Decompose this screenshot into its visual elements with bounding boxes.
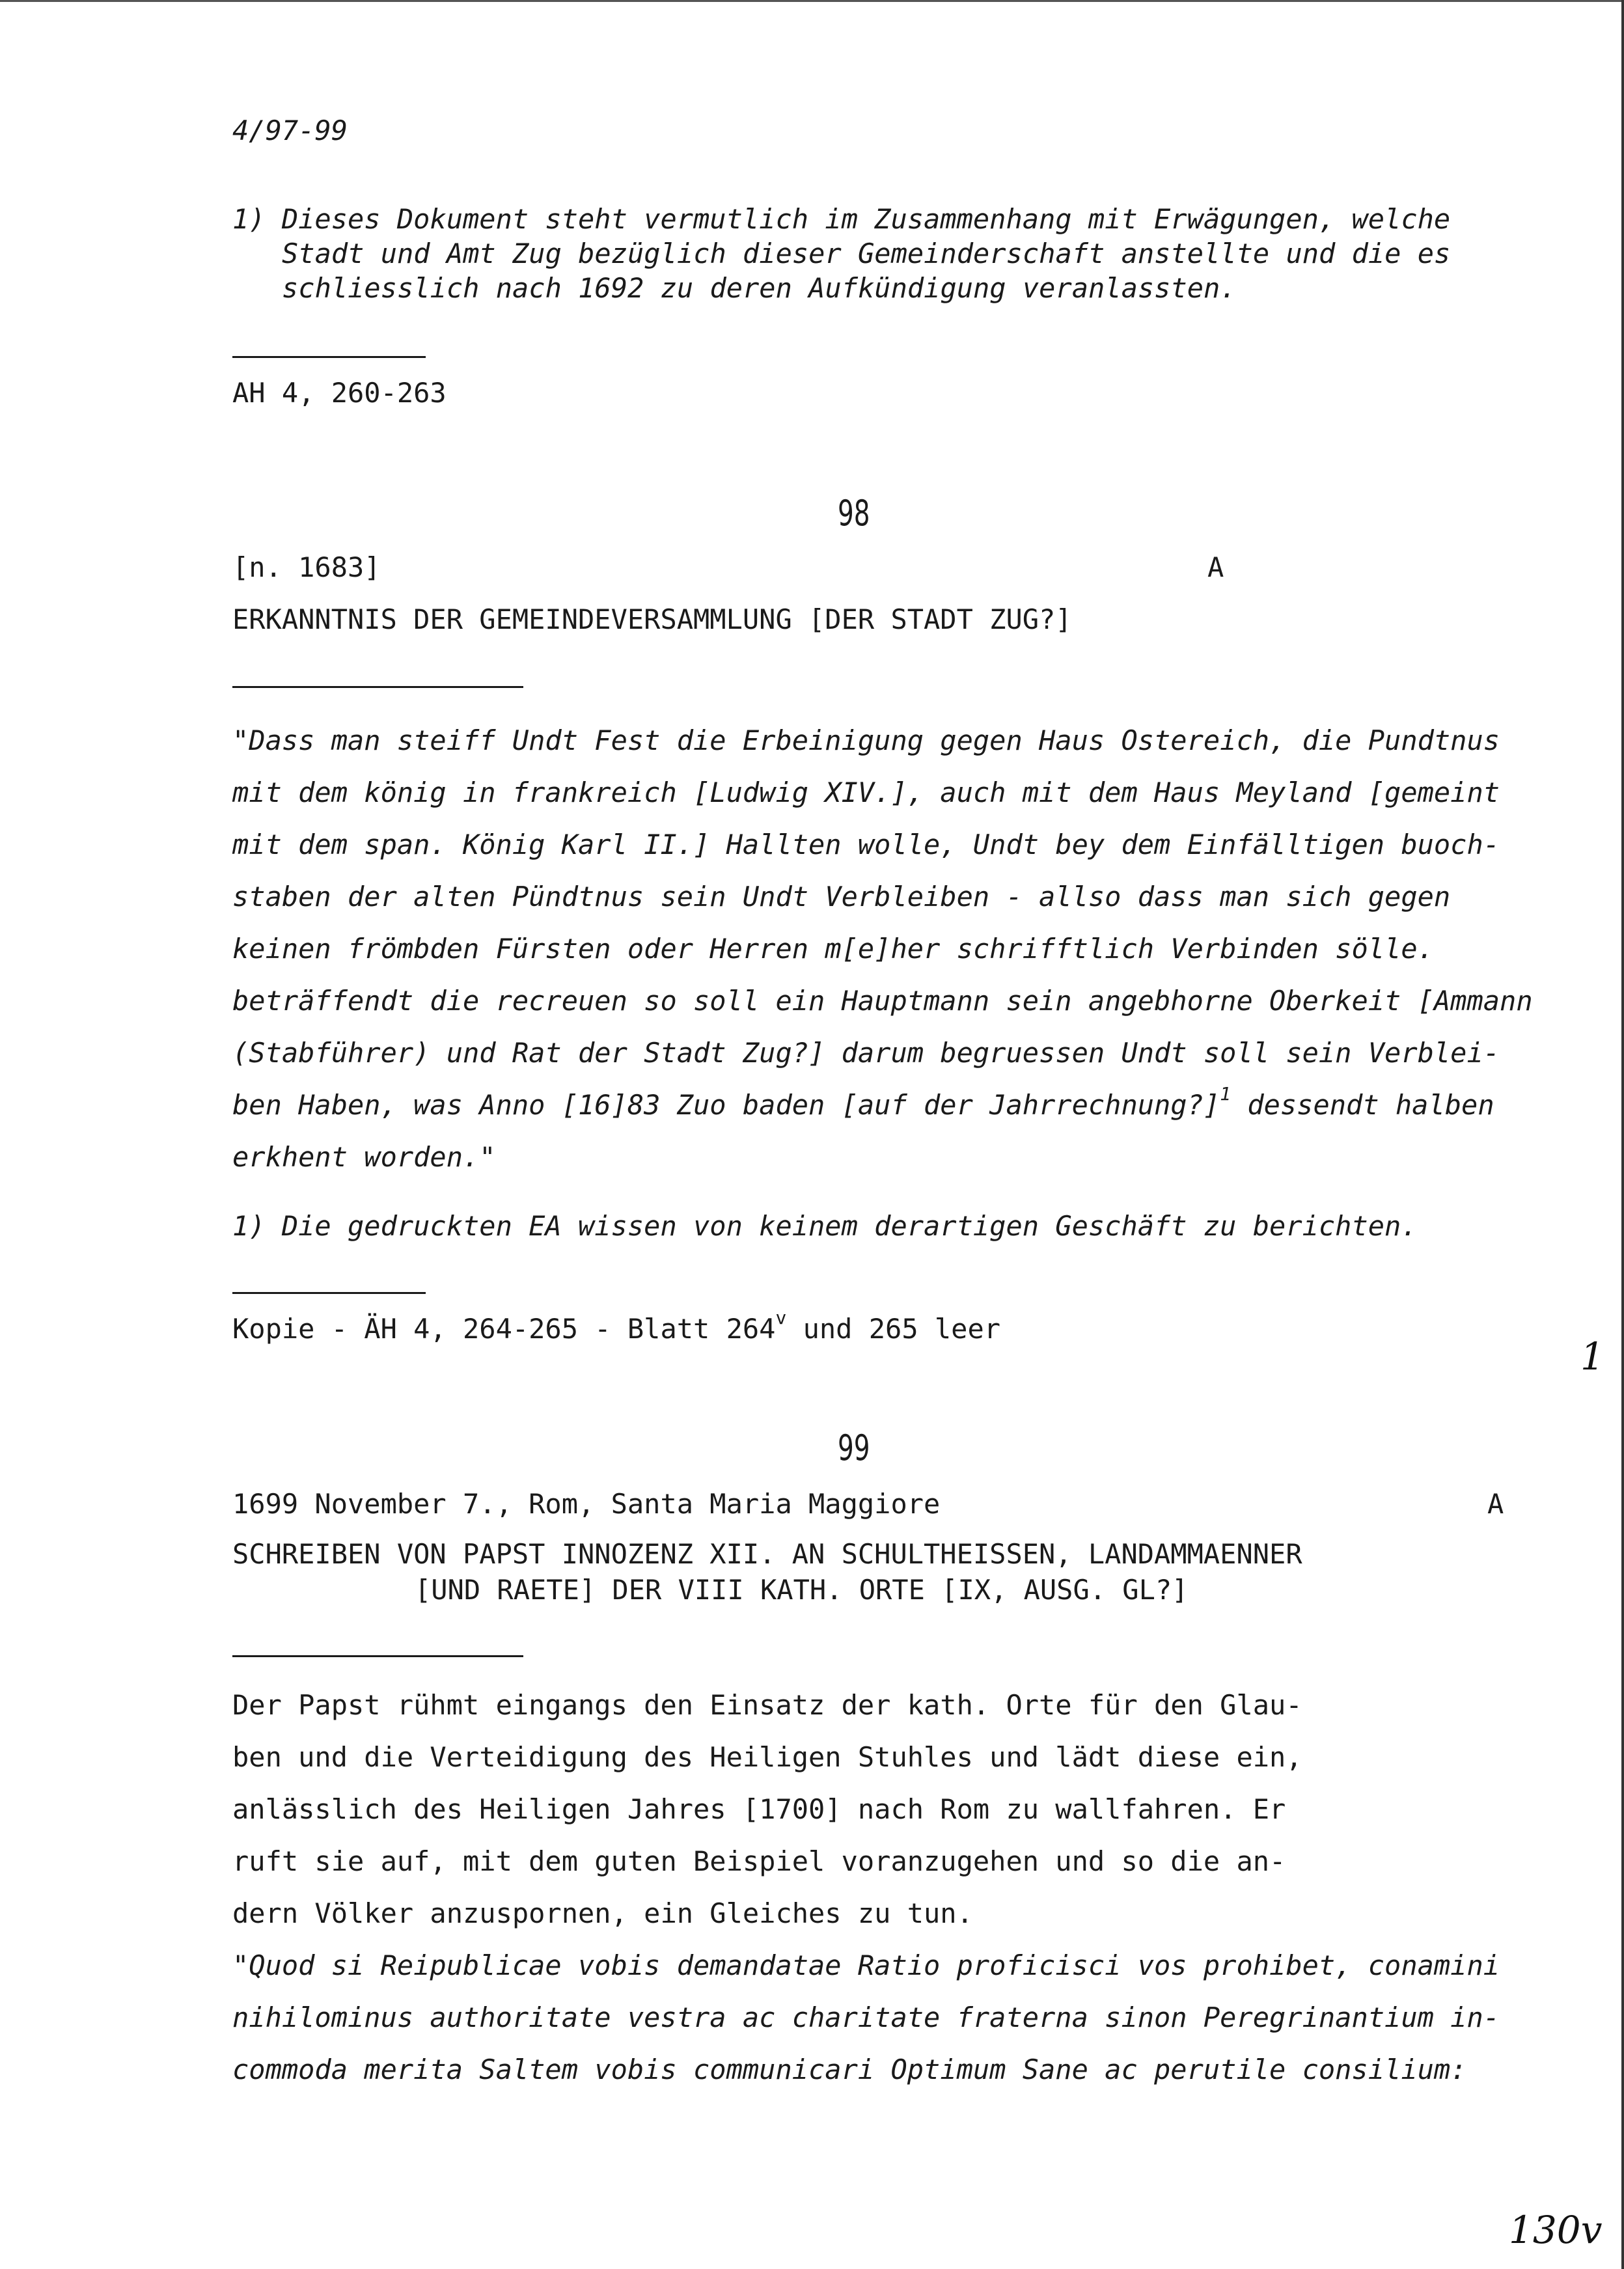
doc98-quote-line-1: "Dass man steiff Undt Fest die Erbeinigung gegen Haus Ostereich, die Pundtnus xyxy=(232,724,1500,756)
doc99-title-line-2: [UND RAETE] DER VIII KATH. ORTE [IX, AUSG. GL?] xyxy=(415,1574,1189,1606)
doc98-number: 98 xyxy=(838,493,870,534)
doc98-quote-line-4: staben der alten Pündtnus sein Undt Verbleiben - allso dass man sich gegen xyxy=(232,881,1451,913)
doc98-quote-line-8 xyxy=(232,1083,1494,1121)
doc99-summary-line-5: dern Völker anzuspornen, ein Gleiches zu tun. xyxy=(232,1897,973,1929)
prev-source: AH 4, 260-263 xyxy=(232,377,447,409)
doc98-title: ERKANNTNIS DER GEMEINDEVERSAMMLUNG [DER STADT ZUG?] xyxy=(232,603,1072,635)
doc99-latin-line-2: nihilominus authoritate vestra ac charitate fraterna sinon Peregrinantium in- xyxy=(232,2001,1500,2033)
doc99-latin-line-1: "Quod si Reipublicae vobis demandatae Ratio proficisci vos prohibet, conamini xyxy=(232,1949,1500,1981)
doc99-summary-line-2: ben und die Verteidigung des Heiligen Stuhles und lädt diese ein, xyxy=(232,1741,1302,1773)
doc98-source-suffix: und 265 leer xyxy=(786,1313,1001,1345)
doc98-source-divider xyxy=(232,1292,426,1294)
prev-footnote-line-2: Stadt und Amt Zug bezüglich dieser Gemeinderschaft anstellte und die es xyxy=(282,238,1451,269)
doc99-summary-line-3: anlässlich des Heiligen Jahres [1700] nach Rom zu wallfahren. Er xyxy=(232,1793,1286,1825)
doc98-date: [n. 1683] xyxy=(232,551,381,583)
doc99-date: 1699 November 7., Rom, Santa Maria Maggiore xyxy=(232,1488,941,1520)
doc99-summary-line-1: Der Papst rühmt eingangs den Einsatz der kath. Orte für den Glau- xyxy=(232,1689,1302,1721)
doc98-divider xyxy=(232,686,523,688)
doc99-number: 99 xyxy=(838,1427,870,1468)
doc98-quote-line-8-text: ben Haben, was Anno [16]83 Zuo baden [auf der Jahrrechnung?] xyxy=(232,1089,1220,1121)
doc98-footnote-marker: 1 xyxy=(1220,1083,1232,1105)
doc99-title-line-1: SCHREIBEN VON PAPST INNOZENZ XII. AN SCHULTHEISSEN, LANDAMMAENNER xyxy=(232,1538,1302,1570)
doc98-quote-line-9: erkhent worden." xyxy=(232,1141,496,1173)
prev-footnote-line-3: schliesslich nach 1692 zu deren Aufkündigung veranlassten. xyxy=(282,272,1237,304)
doc99-latin-line-3: commoda merita Saltem vobis communicari Optimum Sane ac perutile consilium: xyxy=(232,2054,1467,2085)
prev-source-divider xyxy=(232,356,426,358)
doc98-quote-line-7: (Stabführer) und Rat der Stadt Zug?] darum begruessen Undt soll sein Verblei- xyxy=(232,1037,1500,1069)
doc98-source-verso-mark: v xyxy=(775,1307,787,1328)
doc98-quote-line-8-tail: dessendt halben xyxy=(1231,1089,1494,1121)
doc99-divider xyxy=(232,1655,523,1657)
doc99-summary-line-4: ruft sie auf, mit dem guten Beispiel voranzugehen und so die an- xyxy=(232,1845,1286,1877)
doc98-quote-line-5: keinen frömbden Fürsten oder Herren m[e]her schrifftlich Verbinden sölle. xyxy=(232,933,1434,965)
scan-right-edge xyxy=(1621,0,1624,2269)
doc98-quote-line-6: beträffendt die recreuen so soll ein Hauptmann sein angebhorne Oberkeit [Ammann xyxy=(232,985,1533,1017)
doc99-archive-mark: A xyxy=(1487,1488,1504,1520)
page-reference: 4/97-99 xyxy=(232,115,348,146)
doc98-quote-line-2: mit dem könig in frankreich [Ludwig XIV.], auch mit dem Haus Meyland [gemeint xyxy=(232,777,1500,808)
prev-footnote-line-1: 1) Dieses Dokument steht vermutlich im Zusammenhang mit Erwägungen, welche xyxy=(232,203,1451,235)
doc98-footnote: 1) Die gedruckten EA wissen von keinem derartigen Geschäft zu berichten. xyxy=(232,1210,1418,1242)
folio-number: 130v xyxy=(1509,2208,1603,2252)
scan-top-edge xyxy=(0,0,1624,2)
doc98-archive-mark: A xyxy=(1207,551,1224,583)
doc98-source-prefix: Kopie - ÄH 4, 264-265 - Blatt 264 xyxy=(232,1313,776,1345)
doc98-quote-line-3: mit dem span. König Karl II.] Hallten wolle, Undt bey dem Einfälltigen buoch- xyxy=(232,829,1500,860)
doc98-source xyxy=(232,1307,1001,1345)
margin-handwritten-mark: 1 xyxy=(1580,1334,1604,1379)
